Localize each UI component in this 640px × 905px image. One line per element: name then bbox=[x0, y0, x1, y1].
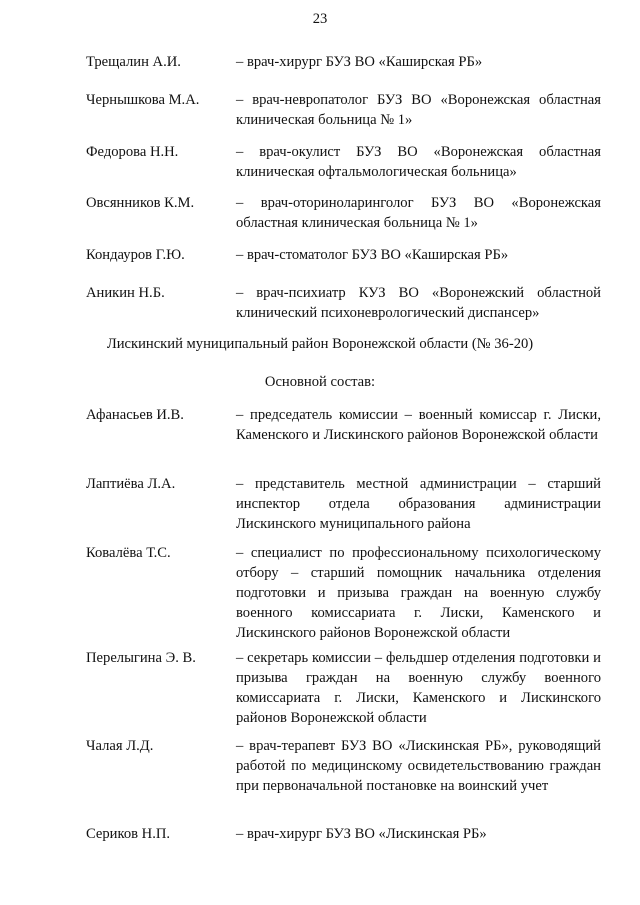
member-role: – специалист по профессиональному психологическому отбору – старший помощник начальника отделения подготовки и призыва граждан на военную службу военного комиссариата г. Лиски, Каменского и Лискинского районов Воронежской области bbox=[236, 545, 601, 641]
member-role: – врач-окулист БУЗ ВО «Воронежская областная клиническая офтальмологическая больница» bbox=[236, 144, 601, 180]
member-role: – врач-психиатр КУЗ ВО «Воронежский областной клинический психоневрологический диспансер» bbox=[236, 285, 601, 321]
member-name: Кондауров Г.Ю. bbox=[86, 247, 185, 263]
member-role: – врач-стоматолог БУЗ ВО «Каширская РБ» bbox=[236, 247, 509, 263]
member-name: Сериков Н.П. bbox=[86, 826, 171, 842]
member-name: Лаптиёва Л.А. bbox=[86, 476, 176, 492]
member-entry bbox=[86, 824, 601, 844]
member-role: – председатель комиссии – военный комиссар г. Лиски, Каменского и Лискинского районов Воронежской области bbox=[236, 407, 601, 443]
member-role: – врач-невропатолог БУЗ ВО «Воронежская областная клиническая больница № 1» bbox=[236, 92, 601, 128]
member-role: – врач-хирург БУЗ ВО «Лискинская РБ» bbox=[236, 826, 487, 842]
member-name: Ковалёва Т.С. bbox=[86, 545, 171, 561]
member-name: Аникин Н.Б. bbox=[86, 285, 165, 301]
member-name: Трещалин А.И. bbox=[86, 54, 181, 70]
member-name: Федорова Н.Н. bbox=[86, 144, 179, 160]
member-name: Чернышкова М.А. bbox=[86, 92, 200, 108]
member-entry bbox=[86, 405, 601, 445]
member-name: Чалая Л.Д. bbox=[86, 738, 154, 754]
member-entry bbox=[86, 245, 601, 265]
member-entry bbox=[86, 52, 601, 72]
member-entry bbox=[86, 142, 601, 182]
district-heading: Лискинский муниципальный район Воронежской области (№ 36-20) bbox=[106, 336, 534, 352]
member-entry bbox=[86, 543, 601, 643]
member-role: – врач-хирург БУЗ ВО «Каширская РБ» bbox=[236, 54, 483, 70]
member-role: – секретарь комиссии – фельдшер отделения подготовки и призыва граждан на военную службу военного комиссариата г. Лиски, Каменского и Лискинского районов Воронежской области bbox=[236, 650, 601, 726]
member-name: Перелыгина Э. В. bbox=[86, 650, 196, 666]
member-role: – врач-оториноларинголог БУЗ ВО «Воронежская областная клиническая больница № 1» bbox=[236, 195, 601, 231]
member-entry bbox=[86, 474, 601, 534]
member-entry bbox=[86, 193, 601, 233]
member-role: – врач-терапевт БУЗ ВО «Лискинская РБ», руководящий работой по медицинскому освидетельствованию граждан при первоначальной постановке на воинский учет bbox=[236, 738, 601, 794]
member-entry bbox=[86, 648, 601, 728]
member-entry bbox=[86, 736, 601, 796]
member-entry bbox=[86, 90, 601, 130]
member-entry bbox=[86, 283, 601, 323]
member-name: Овсянников К.М. bbox=[86, 195, 195, 211]
composition-heading: Основной состав: bbox=[264, 374, 376, 390]
member-role: – представитель местной администрации – старший инспектор отдела образования администрации Лискинского муниципального района bbox=[236, 476, 601, 532]
member-name: Афанасьев И.В. bbox=[86, 407, 184, 423]
page-number: 23 bbox=[312, 11, 328, 27]
